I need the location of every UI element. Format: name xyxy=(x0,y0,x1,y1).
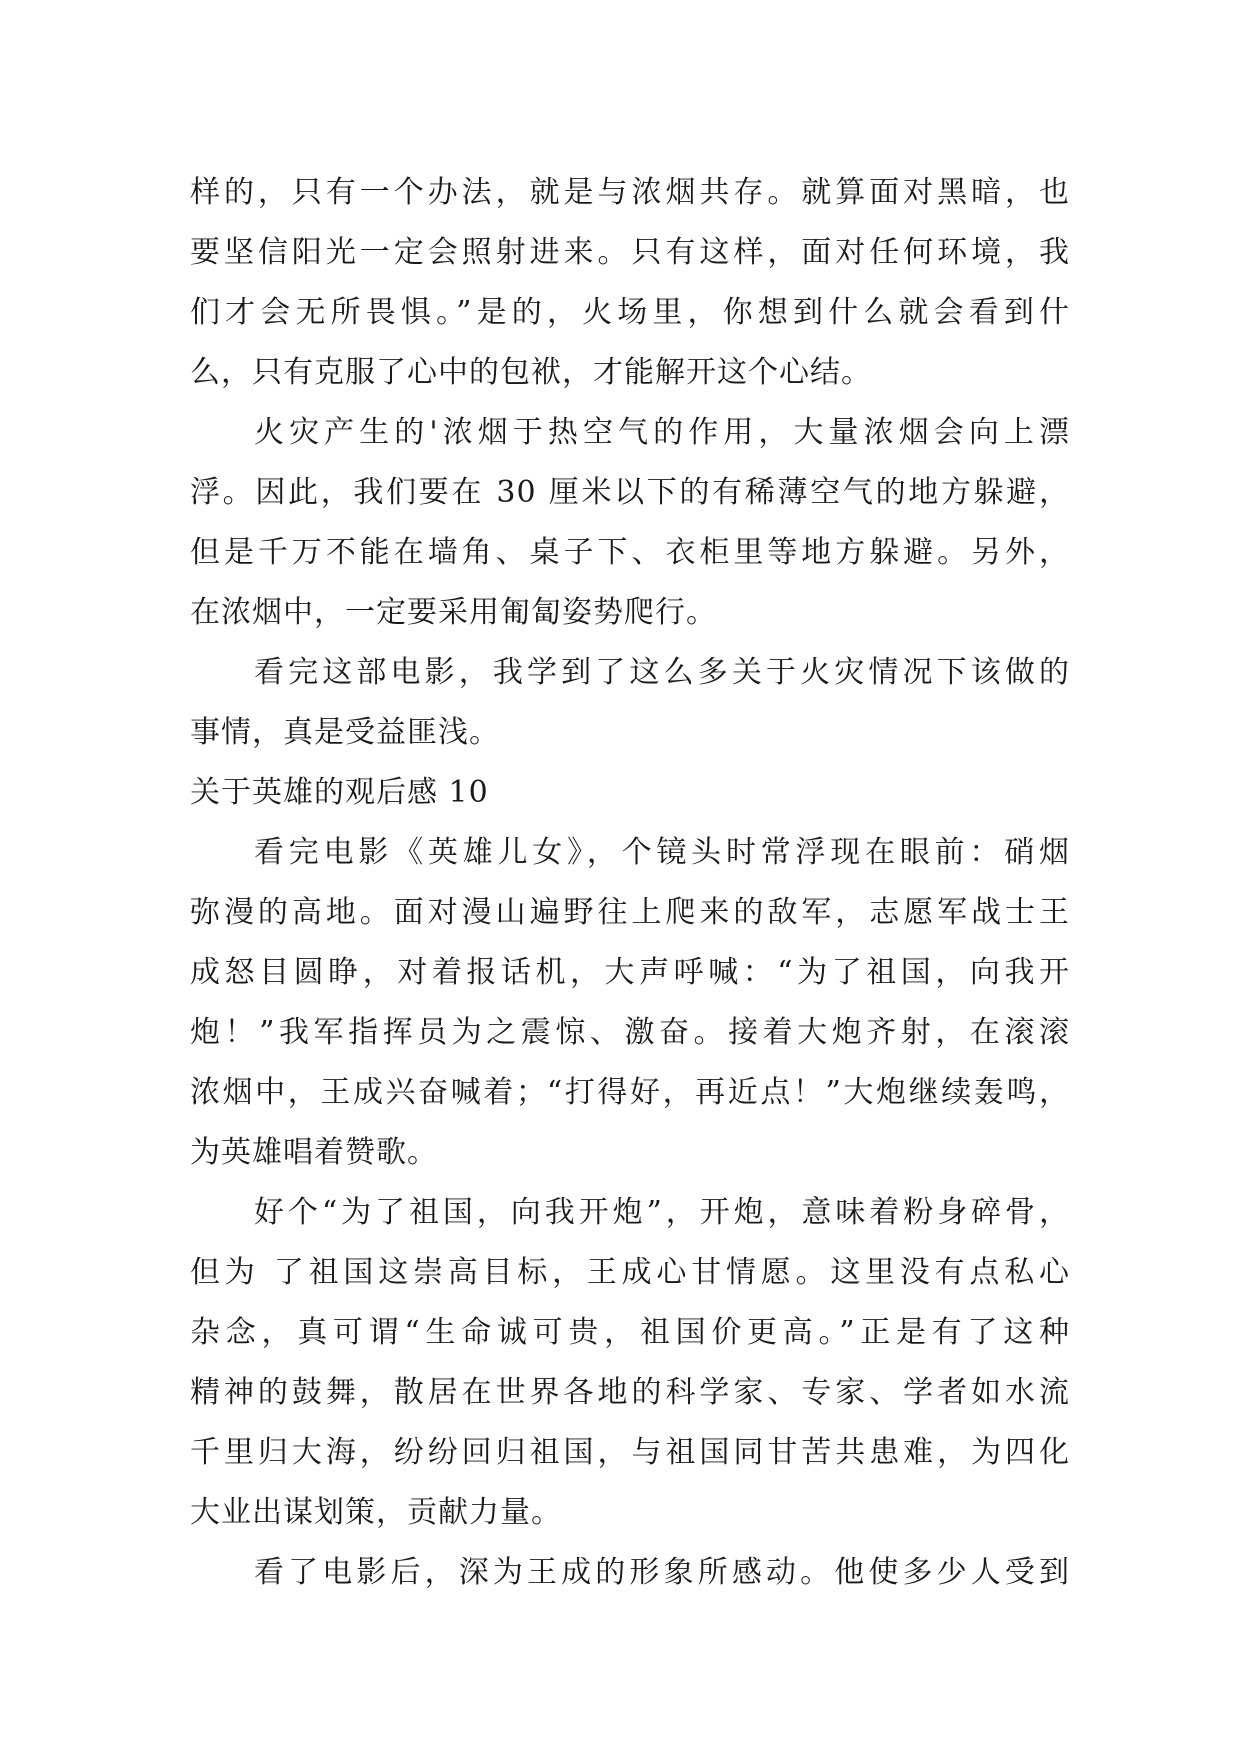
text-line: 杂念，真可谓“生命诚可贵，祖国价更高。”正是有了这种 xyxy=(190,1315,1070,1350)
paragraph xyxy=(190,1543,1070,1603)
text-line: 千里归大海，纷纷回归祖国，与祖国同甘苦共患难，为四化 xyxy=(190,1435,1070,1470)
text-line: 为英雄唱着赞歌。 xyxy=(190,1135,438,1170)
paragraph xyxy=(190,1183,1070,1543)
paragraph xyxy=(190,643,1070,763)
text-line: 精神的鼓舞，散居在世界各地的科学家、专家、学者如水流 xyxy=(190,1375,1070,1410)
text-line: 火灾产生的'浓烟于热空气的作用，大量浓烟会向上漂 xyxy=(254,415,1070,450)
document-body xyxy=(190,163,1070,1603)
text-line: 看完电影《英雄儿女》，个镜头时常浮现在眼前：硝烟 xyxy=(254,835,1070,870)
text-line: 成怒目圆睁，对着报话机，大声呼喊：“为了祖国，向我开 xyxy=(190,955,1070,990)
text-line: 在浓烟中，一定要采用匍匐姿势爬行。 xyxy=(190,595,717,630)
text-line: 要坚信阳光一定会照射进来。只有这样，面对任何环境，我 xyxy=(190,235,1070,270)
text-line: 浮。因此，我们要在 30 厘米以下的有稀薄空气的地方躲避， xyxy=(190,475,1070,510)
text-line: 们才会无所畏惧。”是的，火场里，你想到什么就会看到什 xyxy=(190,295,1070,330)
text-line: 事情，真是受益匪浅。 xyxy=(190,715,500,750)
text-line: 样的，只有一个办法，就是与浓烟共存。就算面对黑暗，也 xyxy=(190,175,1070,210)
paragraph xyxy=(190,823,1070,1183)
paragraph xyxy=(190,403,1070,643)
text-line: 炮！”我军指挥员为之震惊、激奋。接着大炮齐射，在滚滚 xyxy=(190,1015,1070,1050)
text-line: 弥漫的高地。面对漫山遍野往上爬来的敌军，志愿军战士王 xyxy=(190,895,1070,930)
paragraph xyxy=(190,163,1070,403)
text-line: 好个“为了祖国，向我开炮”，开炮，意味着粉身碎骨， xyxy=(254,1195,1070,1230)
text-line: 么，只有克服了心中的包袱，才能解开这个心结。 xyxy=(190,355,872,390)
text-line: 看完这部电影，我学到了这么多关于火灾情况下该做的 xyxy=(254,655,1070,690)
text-line: 浓烟中，王成兴奋喊着；“打得好，再近点！”大炮继续轰鸣， xyxy=(190,1075,1070,1110)
text-line: 大业出谋划策，贡献力量。 xyxy=(190,1495,562,1530)
text-line: 但为 了祖国这崇高目标，王成心甘情愿。这里没有点私心 xyxy=(190,1255,1070,1290)
text-line: 但是千万不能在墙角、桌子下、衣柜里等地方躲避。另外， xyxy=(190,535,1070,570)
text-line: 看了电影后，深为王成的形象所感动。他使多少人受到 xyxy=(254,1555,1070,1590)
section-heading: 关于英雄的观后感 10 xyxy=(190,775,489,810)
